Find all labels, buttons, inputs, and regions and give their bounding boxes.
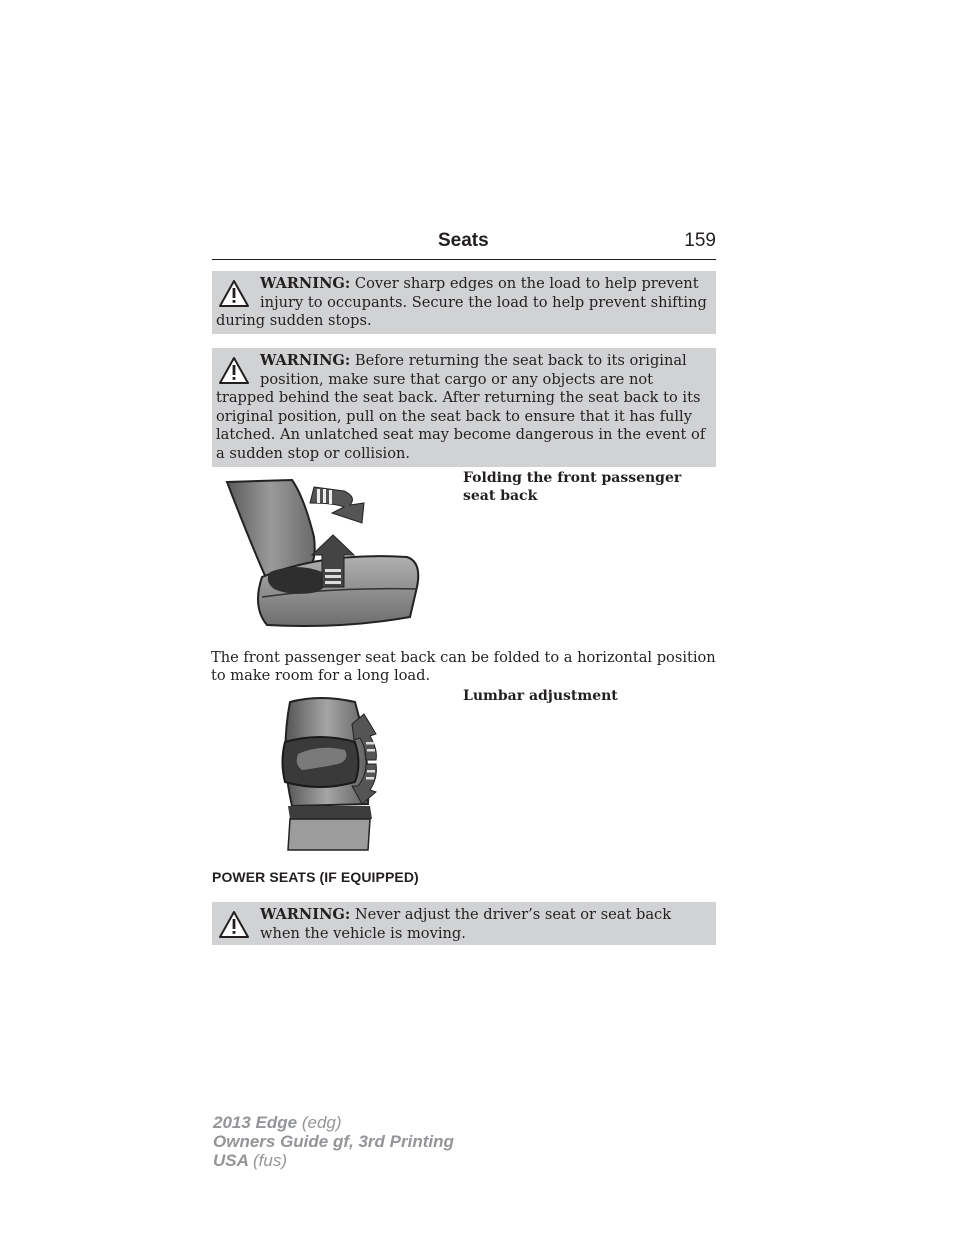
warning-triangle-icon (218, 279, 250, 309)
warning-box (212, 902, 716, 945)
warning-text: Before returning the seat back to its original position, make sure that cargo or any objects are not trapped behind the seat back. After returning the seat back to its original position, pull on the seat back to ensure that it has fully latched. An unlatched seat may become dangerous in the event of a sudden stop or collision. (216, 352, 706, 462)
page-footer (213, 1113, 454, 1170)
section-title: Seats (438, 230, 489, 251)
warning-label: WARNING: (260, 352, 351, 369)
footer-guide: Owners Guide gf, 3rd Printing (213, 1132, 454, 1151)
body-paragraph: The front passenger seat back can be folded to a horizontal position to make room for a long load. (211, 649, 716, 684)
warning-text: Cover sharp edges on the load to help prevent injury to occupants. Secure the load to help prevent shifting during sudden stops. (216, 275, 707, 330)
figure-caption: Folding the front passenger seat back (463, 470, 682, 504)
lumbar-adjustment-illustration (280, 694, 390, 854)
footer-region: USA (213, 1151, 249, 1170)
folding-seat-illustration (222, 477, 432, 632)
footer-region-code: (fus) (253, 1151, 287, 1170)
warning-box (212, 348, 716, 467)
footer-model: 2013 Edge (213, 1113, 298, 1132)
section-heading: POWER SEATS (IF EQUIPPED) (212, 869, 419, 885)
page-header (212, 228, 716, 260)
warning-text: Never adjust the driver’s seat or seat back when the vehicle is moving. (260, 906, 672, 942)
warning-box (212, 271, 716, 334)
warning-label: WARNING: (260, 275, 351, 292)
warning-label: WARNING: (260, 906, 351, 923)
page-number: 159 (684, 230, 716, 251)
figure-caption: Lumbar adjustment (463, 688, 618, 704)
warning-triangle-icon (218, 910, 250, 940)
footer-model-code: (edg) (301, 1113, 342, 1132)
warning-triangle-icon (218, 356, 250, 386)
